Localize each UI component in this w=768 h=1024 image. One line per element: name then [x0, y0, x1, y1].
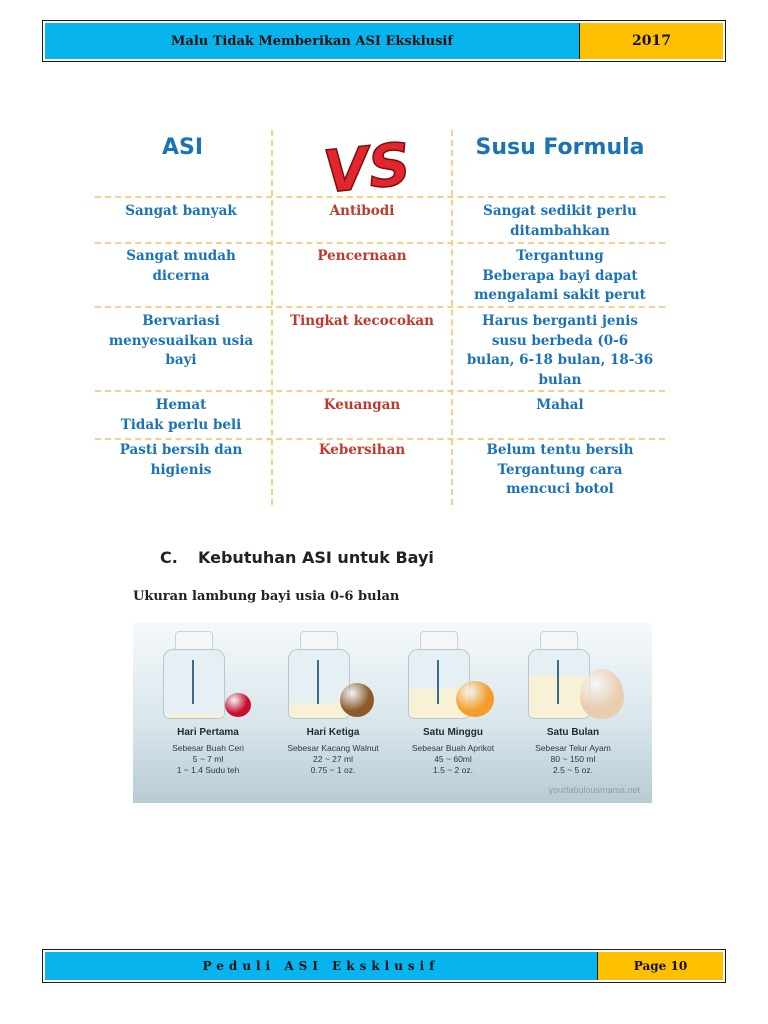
- item-title: Satu Bulan: [546, 727, 600, 738]
- item-comparison: Sebesar Buah Aprikot: [411, 743, 495, 753]
- cherry-icon: [225, 693, 251, 717]
- stomach-item: [278, 631, 403, 791]
- aspect-cell: Keuangan: [323, 397, 401, 413]
- comparison-table: [95, 120, 665, 505]
- stomach-item: [398, 631, 523, 791]
- item-volume-alt: 1.5 ~ 2 oz.: [433, 765, 473, 775]
- formula-cell: Tergantung Beberapa bayi dapat mengalami sakit perut: [474, 248, 646, 303]
- bottle-icon: [163, 631, 225, 719]
- egg-icon: [580, 669, 624, 719]
- item-comparison: Sebesar Telur Ayam: [535, 743, 611, 753]
- aspect-cell: Antibodi: [329, 203, 395, 219]
- item-title: Hari Pertama: [177, 727, 239, 738]
- item-volume-alt: 1 ~ 1.4 Sudu teh: [176, 765, 240, 775]
- asi-cell: Sangat mudah dicerna: [126, 248, 236, 284]
- item-volume-ml: 22 ~ 27 ml: [313, 754, 353, 764]
- grid-divider: [95, 438, 665, 440]
- page-number: Page 10: [597, 952, 723, 980]
- formula-cell: Sangat sedikit perlu ditambahkan: [483, 203, 637, 239]
- asi-cell: Pasti bersih dan higienis: [119, 442, 243, 478]
- subheading: Ukuran lambung bayi usia 0-6 bulan: [133, 589, 400, 604]
- asi-column-title: ASI: [161, 135, 204, 160]
- stomach-item: [153, 631, 278, 791]
- footer-title: Peduli ASI Eksklusif: [45, 952, 597, 980]
- item-volume-ml: 80 ~ 150 ml: [550, 754, 596, 764]
- item-title: Hari Ketiga: [306, 727, 360, 738]
- grid-divider: [451, 130, 453, 505]
- grid-divider: [95, 196, 665, 198]
- stomach-item: [518, 631, 643, 791]
- grid-divider: [95, 390, 665, 392]
- header-year: 2017: [579, 23, 723, 59]
- vs-logo: [317, 128, 417, 200]
- formula-cell: Belum tentu bersih Tergantung cara mencuci botol: [486, 442, 634, 497]
- section-title: Kebutuhan ASI untuk Bayi: [198, 548, 434, 567]
- stomach-size-image: [133, 623, 652, 803]
- footer-bar: [42, 949, 726, 983]
- image-watermark: yourfabulousmama.net: [548, 785, 640, 795]
- grid-divider: [95, 242, 665, 244]
- item-volume-alt: 0.75 ~ 1 oz.: [310, 765, 356, 775]
- asi-cell: Bervariasi menyesuaikan usia bayi: [108, 313, 254, 368]
- section-heading: [160, 548, 434, 567]
- asi-cell: Hemat Tidak perlu beli: [120, 397, 242, 433]
- item-comparison: Sebesar Kacang Walnut: [287, 743, 379, 753]
- aspect-cell: Kebersihan: [318, 442, 406, 458]
- asi-cell: Sangat banyak: [125, 203, 237, 219]
- formula-cell: Mahal: [536, 397, 584, 413]
- header-title: Malu Tidak Memberikan ASI Eksklusif: [45, 23, 579, 59]
- apricot-icon: [456, 681, 494, 717]
- vs-icon: [317, 128, 417, 200]
- grid-divider: [95, 306, 665, 308]
- section-number: C.: [160, 548, 178, 567]
- item-volume-ml: 45 ~ 60ml: [434, 754, 472, 764]
- item-volume-ml: 5 ~ 7 ml: [192, 754, 224, 764]
- header-bar: [42, 20, 726, 62]
- walnut-icon: [340, 683, 374, 717]
- aspect-cell: Pencernaan: [317, 248, 407, 264]
- aspect-cell: Tingkat kecocokan: [290, 313, 434, 329]
- formula-column-title: Susu Formula: [475, 135, 645, 160]
- item-comparison: Sebesar Buah Ceri: [172, 743, 244, 753]
- grid-divider: [271, 130, 273, 505]
- item-title: Satu Minggu: [423, 727, 483, 738]
- item-volume-alt: 2.5 ~ 5 oz.: [553, 765, 593, 775]
- formula-cell: Harus berganti jenis susu berbeda (0-6 bulan, 6-18 bulan, 18-36 bulan: [466, 313, 654, 388]
- vs-text: VS: [320, 129, 414, 200]
